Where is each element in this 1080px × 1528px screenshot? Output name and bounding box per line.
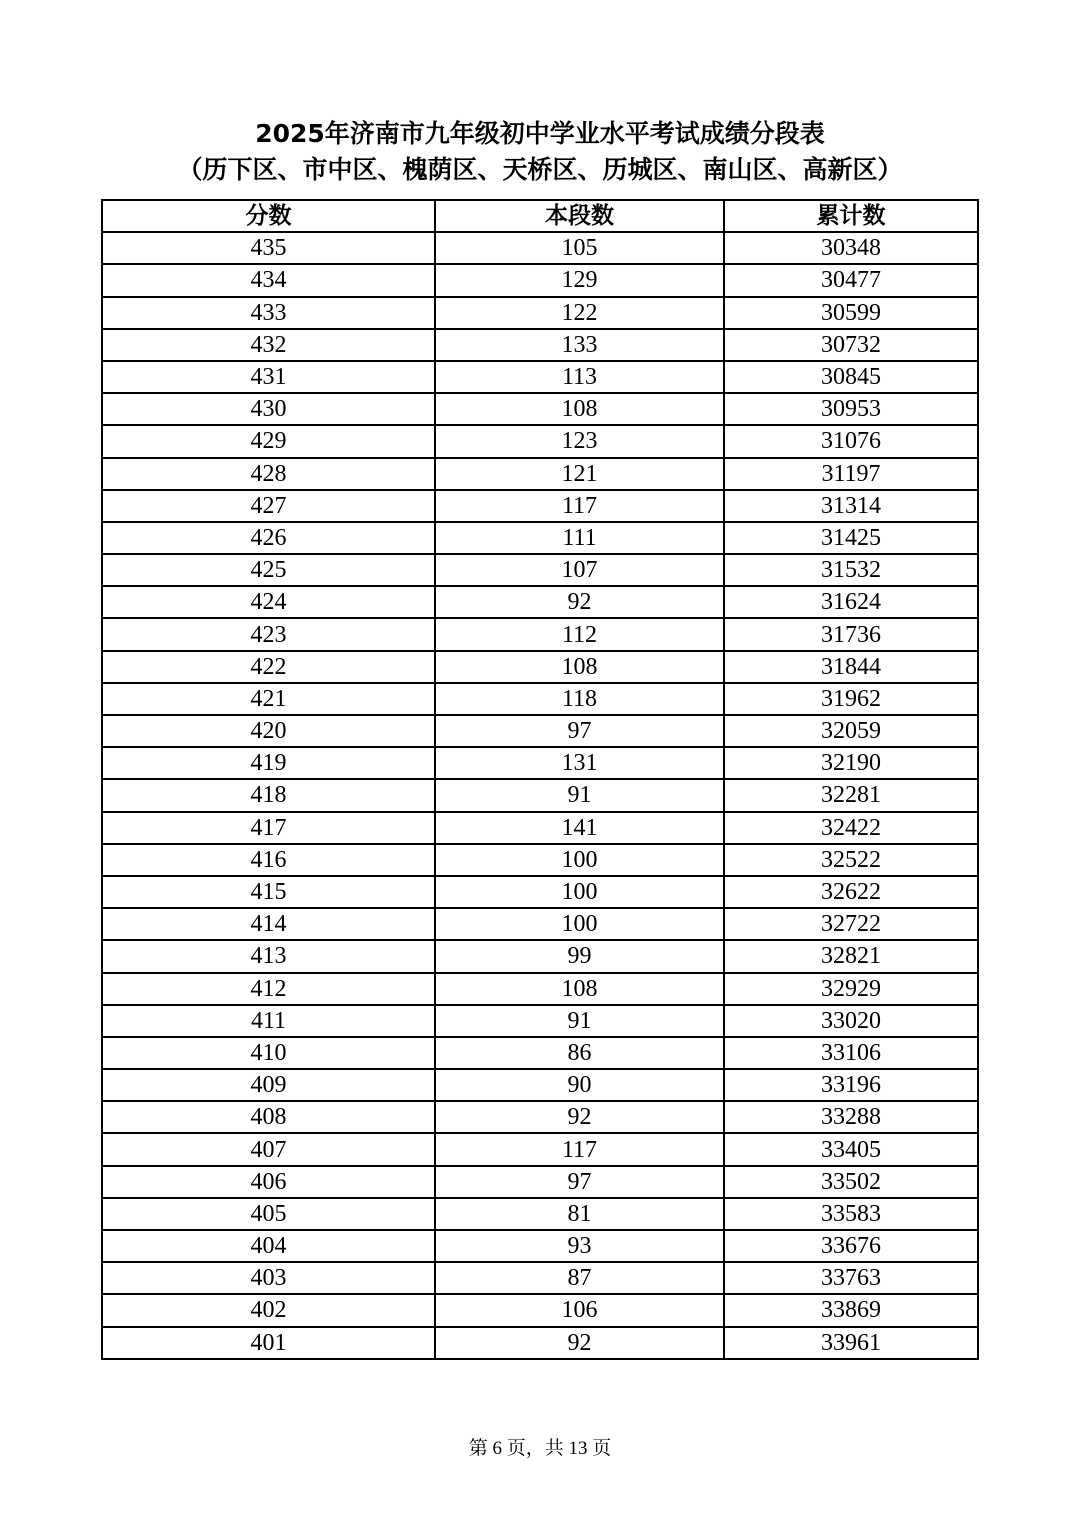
cell-segment-count: 87 xyxy=(435,1262,724,1294)
cell-segment-count: 108 xyxy=(435,393,724,425)
cell-cumulative-count: 31962 xyxy=(724,683,978,715)
table-row xyxy=(102,1166,978,1198)
cell-cumulative-count: 30348 xyxy=(724,232,978,264)
cell-segment-count: 113 xyxy=(435,361,724,393)
cell-segment-count: 108 xyxy=(435,651,724,683)
cell-cumulative-count: 31736 xyxy=(724,618,978,650)
cell-segment-count: 141 xyxy=(435,812,724,844)
table-row xyxy=(102,715,978,747)
cell-cumulative-count: 33583 xyxy=(724,1198,978,1230)
cell-cumulative-count: 30732 xyxy=(724,329,978,361)
cell-segment-count: 117 xyxy=(435,490,724,522)
cell-cumulative-count: 32059 xyxy=(724,715,978,747)
cell-cumulative-count: 32929 xyxy=(724,973,978,1005)
cell-segment-count: 117 xyxy=(435,1133,724,1165)
cell-cumulative-count: 33288 xyxy=(724,1101,978,1133)
cell-score: 410 xyxy=(102,1037,435,1069)
cell-segment-count: 108 xyxy=(435,973,724,1005)
cell-segment-count: 91 xyxy=(435,1005,724,1037)
header-cumulative-count: 累计数 xyxy=(724,200,978,232)
cell-score: 431 xyxy=(102,361,435,393)
table-row xyxy=(102,1294,978,1326)
cell-segment-count: 133 xyxy=(435,329,724,361)
cell-score: 411 xyxy=(102,1005,435,1037)
cell-score: 408 xyxy=(102,1101,435,1133)
cell-cumulative-count: 33502 xyxy=(724,1166,978,1198)
cell-cumulative-count: 32190 xyxy=(724,747,978,779)
cell-segment-count: 123 xyxy=(435,425,724,457)
cell-score: 403 xyxy=(102,1262,435,1294)
cell-score: 426 xyxy=(102,522,435,554)
cell-score: 402 xyxy=(102,1294,435,1326)
cell-cumulative-count: 30477 xyxy=(724,264,978,296)
table-row xyxy=(102,1005,978,1037)
cell-score: 407 xyxy=(102,1133,435,1165)
header-segment-count: 本段数 xyxy=(435,200,724,232)
table-row xyxy=(102,618,978,650)
table-row xyxy=(102,1133,978,1165)
cell-score: 432 xyxy=(102,329,435,361)
table-row xyxy=(102,1101,978,1133)
cell-segment-count: 111 xyxy=(435,522,724,554)
table-row xyxy=(102,1069,978,1101)
cell-cumulative-count: 31314 xyxy=(724,490,978,522)
cell-segment-count: 91 xyxy=(435,779,724,811)
cell-cumulative-count: 33405 xyxy=(724,1133,978,1165)
cell-segment-count: 81 xyxy=(435,1198,724,1230)
table-row xyxy=(102,908,978,940)
cell-score: 406 xyxy=(102,1166,435,1198)
cell-cumulative-count: 31624 xyxy=(724,586,978,618)
cell-score: 413 xyxy=(102,940,435,972)
cell-segment-count: 122 xyxy=(435,297,724,329)
table-header-row xyxy=(102,200,978,232)
table-row xyxy=(102,264,978,296)
cell-cumulative-count: 31844 xyxy=(724,651,978,683)
cell-segment-count: 118 xyxy=(435,683,724,715)
cell-score: 415 xyxy=(102,876,435,908)
cell-cumulative-count: 32622 xyxy=(724,876,978,908)
cell-segment-count: 86 xyxy=(435,1037,724,1069)
cell-segment-count: 93 xyxy=(435,1230,724,1262)
table-row xyxy=(102,973,978,1005)
cell-segment-count: 131 xyxy=(435,747,724,779)
table-row xyxy=(102,1327,978,1359)
cell-segment-count: 99 xyxy=(435,940,724,972)
table-row xyxy=(102,844,978,876)
cell-segment-count: 100 xyxy=(435,876,724,908)
cell-score: 418 xyxy=(102,779,435,811)
cell-cumulative-count: 30599 xyxy=(724,297,978,329)
table-row xyxy=(102,554,978,586)
cell-segment-count: 100 xyxy=(435,908,724,940)
cell-score: 419 xyxy=(102,747,435,779)
table-row xyxy=(102,1230,978,1262)
cell-cumulative-count: 32722 xyxy=(724,908,978,940)
header-score: 分数 xyxy=(102,200,435,232)
table-row xyxy=(102,812,978,844)
cell-cumulative-count: 33020 xyxy=(724,1005,978,1037)
table-row xyxy=(102,329,978,361)
cell-segment-count: 97 xyxy=(435,715,724,747)
table-row xyxy=(102,297,978,329)
table-row xyxy=(102,361,978,393)
cell-cumulative-count: 31076 xyxy=(724,425,978,457)
cell-score: 412 xyxy=(102,973,435,1005)
cell-cumulative-count: 32422 xyxy=(724,812,978,844)
cell-score: 428 xyxy=(102,458,435,490)
table-row xyxy=(102,683,978,715)
cell-cumulative-count: 32821 xyxy=(724,940,978,972)
cell-score: 405 xyxy=(102,1198,435,1230)
cell-segment-count: 105 xyxy=(435,232,724,264)
table-row xyxy=(102,522,978,554)
table-row xyxy=(102,651,978,683)
cell-segment-count: 92 xyxy=(435,1101,724,1133)
cell-segment-count: 129 xyxy=(435,264,724,296)
cell-score: 420 xyxy=(102,715,435,747)
table-row xyxy=(102,940,978,972)
cell-cumulative-count: 30953 xyxy=(724,393,978,425)
table-body xyxy=(102,232,978,1359)
table-row xyxy=(102,876,978,908)
score-distribution-table xyxy=(101,199,979,1360)
cell-score: 404 xyxy=(102,1230,435,1262)
table-row xyxy=(102,393,978,425)
cell-cumulative-count: 33961 xyxy=(724,1327,978,1359)
cell-cumulative-count: 33869 xyxy=(724,1294,978,1326)
table-row xyxy=(102,1198,978,1230)
page-footer: 第 6 页，共 13 页 xyxy=(468,1438,612,1459)
cell-segment-count: 97 xyxy=(435,1166,724,1198)
cell-cumulative-count: 33763 xyxy=(724,1262,978,1294)
cell-segment-count: 92 xyxy=(435,586,724,618)
table-row xyxy=(102,1262,978,1294)
table-row xyxy=(102,779,978,811)
table-row xyxy=(102,1037,978,1069)
cell-segment-count: 112 xyxy=(435,618,724,650)
cell-segment-count: 92 xyxy=(435,1327,724,1359)
cell-score: 425 xyxy=(102,554,435,586)
cell-score: 423 xyxy=(102,618,435,650)
cell-score: 414 xyxy=(102,908,435,940)
cell-cumulative-count: 31532 xyxy=(724,554,978,586)
cell-score: 434 xyxy=(102,264,435,296)
cell-score: 409 xyxy=(102,1069,435,1101)
cell-score: 433 xyxy=(102,297,435,329)
cell-score: 421 xyxy=(102,683,435,715)
table-row xyxy=(102,747,978,779)
cell-score: 430 xyxy=(102,393,435,425)
cell-score: 435 xyxy=(102,232,435,264)
cell-score: 424 xyxy=(102,586,435,618)
document-title: 2025年济南市九年级初中学业水平考试成绩分段表 xyxy=(255,119,825,148)
cell-cumulative-count: 33196 xyxy=(724,1069,978,1101)
cell-cumulative-count: 31197 xyxy=(724,458,978,490)
cell-segment-count: 107 xyxy=(435,554,724,586)
cell-segment-count: 121 xyxy=(435,458,724,490)
cell-score: 417 xyxy=(102,812,435,844)
table-row xyxy=(102,490,978,522)
table-row xyxy=(102,425,978,457)
cell-score: 401 xyxy=(102,1327,435,1359)
cell-cumulative-count: 30845 xyxy=(724,361,978,393)
cell-cumulative-count: 33106 xyxy=(724,1037,978,1069)
document-subtitle: （历下区、市中区、槐荫区、天桥区、历城区、南山区、高新区） xyxy=(177,155,903,184)
cell-score: 416 xyxy=(102,844,435,876)
table-row xyxy=(102,458,978,490)
cell-segment-count: 90 xyxy=(435,1069,724,1101)
cell-segment-count: 100 xyxy=(435,844,724,876)
cell-cumulative-count: 32281 xyxy=(724,779,978,811)
cell-segment-count: 106 xyxy=(435,1294,724,1326)
cell-score: 427 xyxy=(102,490,435,522)
cell-score: 429 xyxy=(102,425,435,457)
cell-cumulative-count: 33676 xyxy=(724,1230,978,1262)
cell-cumulative-count: 32522 xyxy=(724,844,978,876)
table-row xyxy=(102,586,978,618)
cell-cumulative-count: 31425 xyxy=(724,522,978,554)
table-row xyxy=(102,232,978,264)
cell-score: 422 xyxy=(102,651,435,683)
